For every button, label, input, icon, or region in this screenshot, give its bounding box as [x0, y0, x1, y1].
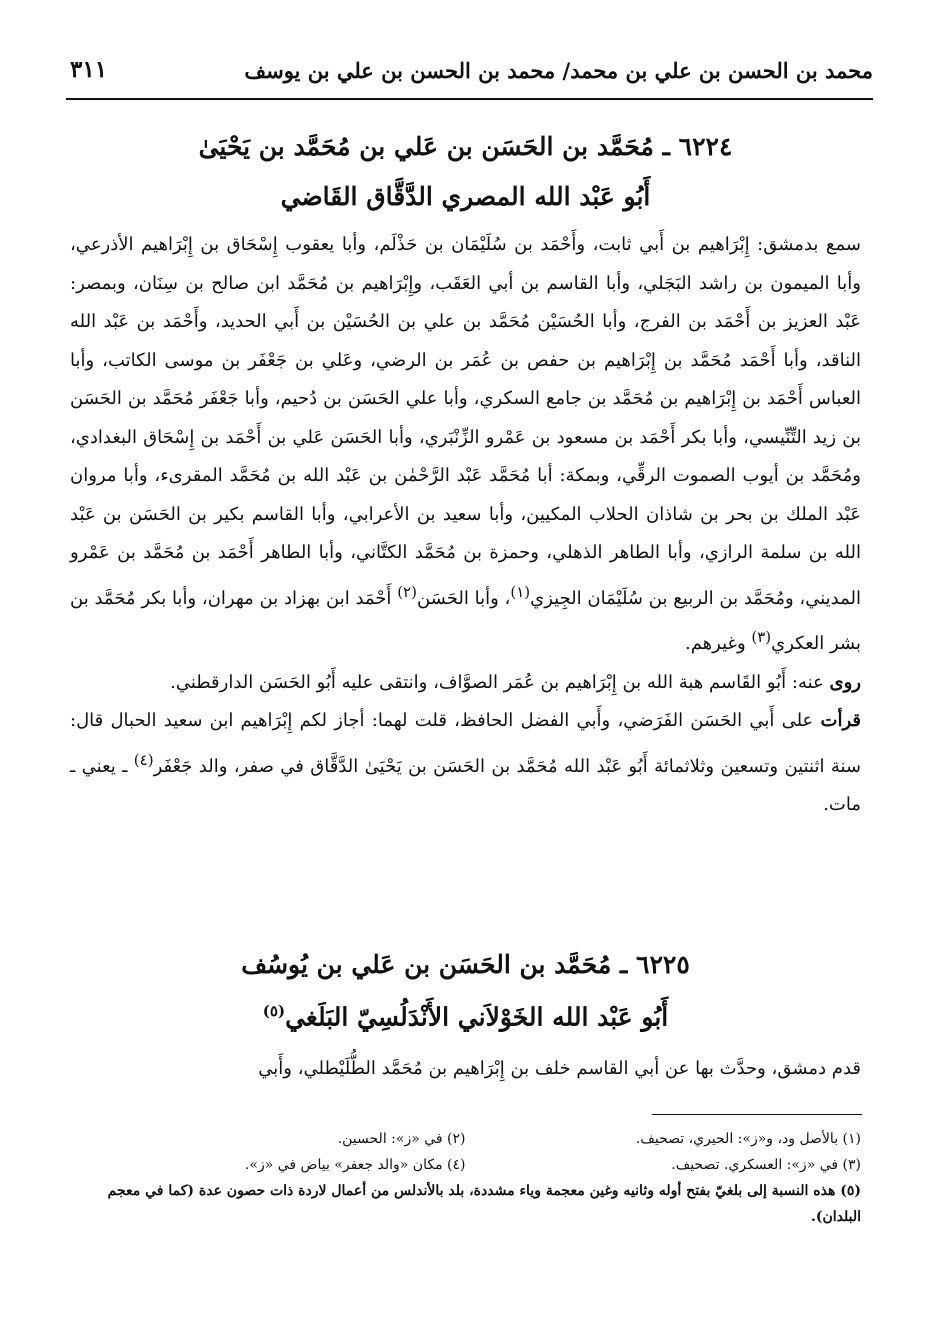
footnote-ref-5: (٥)	[262, 1002, 286, 1020]
footnote-ref-2: (٢)	[397, 582, 417, 601]
entry-6224-title: ٦٢٢٤ ـ مُحَمَّد بن الحَسَن بن عَلي بن مُحَمَّد بن يَحْيَىٰ	[198, 132, 733, 161]
page-number: ٣١١	[70, 56, 108, 83]
footnote-4: (٤) مكان «والد جعفر» بياض في «ز».	[244, 1157, 466, 1173]
entry-6225-kunya-line	[60, 1002, 871, 1031]
footnote-divider	[652, 1114, 862, 1115]
footnote-row	[70, 1126, 861, 1152]
footnote-5: (٥) هذه النسبة إلى بلغيّ بفتح أوله وثانيه وغين معجمة وياء مشددة، بلد بالأندلس من أعمال لاردة ذات حصون عدة (كما في معجم البلدان).	[107, 1183, 861, 1225]
footnote-row	[70, 1152, 861, 1178]
entry-6225-paragraph: قدم دمشق، وحدَّث بها عن أبي القاسم خلف بن إِبْرَاهيم بن مُحَمَّد الطُّلَيْطلي، وأَبي	[258, 1058, 861, 1079]
footnote-row	[70, 1178, 861, 1230]
rawa-lead: روى	[829, 671, 861, 693]
footnote-1: (١) بالأصل ود، و«ز»: الحيري، تصحيف.	[635, 1131, 861, 1147]
qaraat-tail: ـ يعني ـ مات.	[70, 755, 861, 815]
entry-6224-body	[70, 226, 861, 825]
rawa-paragraph	[70, 664, 861, 703]
qaraat-text: على أَبي الحَسَن الفَرَضي، وأَبي الفضل الحافظ، قلت لهما: أجاز لكم إِبْرَاهيم ابن سعيد الحبال قال: سنة اثنتين وتسعين وثلاثمائة أَبُو عَبْد الله مُحَمَّد بن الحَسَن بن يَحْيَىٰ الدَّقَّاق في صفر، والد جَعْفَر	[70, 710, 861, 777]
footnote-2: (٢) في «ز»: الحسين.	[337, 1131, 466, 1147]
qaraat-paragraph	[70, 702, 861, 825]
entry-6225-body	[70, 1050, 861, 1089]
sama-text-d: وغيرهم.	[684, 633, 752, 654]
entry-6225-kunya: أَبُو عَبْد الله الخَوْلاَني الأَنْدَلُسِيّ البَلَغي	[285, 1002, 669, 1032]
entry-6225-title: ٦٢٢٥ ـ مُحَمَّد بن الحَسَن بن عَلي بن يُوسُف	[241, 950, 690, 979]
footnote-3: (٣) في «ز»: العسكري. تصحيف.	[671, 1157, 861, 1173]
sama-text-b: ، وأبا الحَسَن	[416, 587, 511, 609]
rawa-text: عنه: أَبُو القَاسم هبة الله بن إِبْرَاهيم بن عُمَر الصوَّاف، وانتقى عليه أَبُو الحَسَن الدارقطني.	[170, 671, 830, 693]
sama-text: سمع بدمشق: إِبْرَاهيم بن أَبي ثابت، وأَحْمَد بن سُلَيْمَان بن حَذْلَم، وأبا يعقوب إِسْحَاق بن إِبْرَاهيم الأذرعي، وأبا الميمون بن راشد البَجَلي، وأبا القاسم بن أبي العَقَب، وإِبْرَاهيم بن مُحَمَّد ابن صالح بن سِنَان، وبمصر: عَبْد العزيز بن أَحْمَد بن الفرج، وأبا الحُسَيْن مُحَمَّد بن علي بن الحُسَيْن بن أَبي الحديد، وأَحْمَد بن عَبْد الله الناقد، وأبا أَحْمَد مُحَمَّد بن إِبْرَاهيم بن حفص بن عُمَر بن الرضي، وعَلي بن جَعْفَر بن موسى الكاتب، وأبا العباس أَحْمَد بن إِبْرَاهيم بن مُحَمَّد بن جامع السكري، وأبا علي الحَسَن بن دُحيم، وأبا جَعْفَر مُحَمَّد بن الحَسَن بن زيد التِّنِّيسي، وأبا بكر أَحْمَد بن مسعود بن عَمْرو الزِّنْبَري، وأبا الحَسَن عَلي بن أَحْمَد بن إِسْحَاق البغدادي، ومُحَمَّد بن أيوب الصموت الرقِّي، وبمكة: أبا مُحَمَّد عَبْد الرَّحْمٰن بن عَبْد الله بن مُحَمَّد المقرىء، وأبا مروان عَبْد الملك بن بحر بن شاذان الحلاب المكيين، وأبا سعيد بن الأعرابي، وأبا القاسم بكير بن الحَسَن بن عَبْد الله بن سلمة الرازي، وأبا الطاهر الذهلي، وحمزة بن مُحَمَّد الكتَّاني، وأبا الطاهر أَحْمَد بن مُحَمَّد بن عَمْرو المديني، ومُحَمَّد بن الربيع بن سُلَيْمَان الجِيزي	[70, 234, 861, 609]
sama-text-c: أَحْمَد ابن بهزاد بن مهران، وأبا بكر مُحَمَّد بن بشر العكري	[70, 587, 861, 654]
footnotes	[70, 1126, 861, 1230]
header-divider	[66, 98, 873, 100]
footnote-ref-4: (٤)	[133, 750, 154, 769]
footnote-ref-1: (١)	[510, 582, 531, 601]
sama-paragraph	[70, 226, 861, 664]
footnote-ref-3: (٣)	[751, 628, 772, 646]
entry-6224-kunya: أَبُو عَبْد الله المصري الدَّقَّاق القَاضي	[280, 182, 651, 211]
running-header-title: محمد بن الحسن بن علي بن محمد/ محمد بن الحسن بن علي بن يوسف	[244, 58, 873, 83]
qaraat-lead: قرأت	[820, 710, 861, 731]
